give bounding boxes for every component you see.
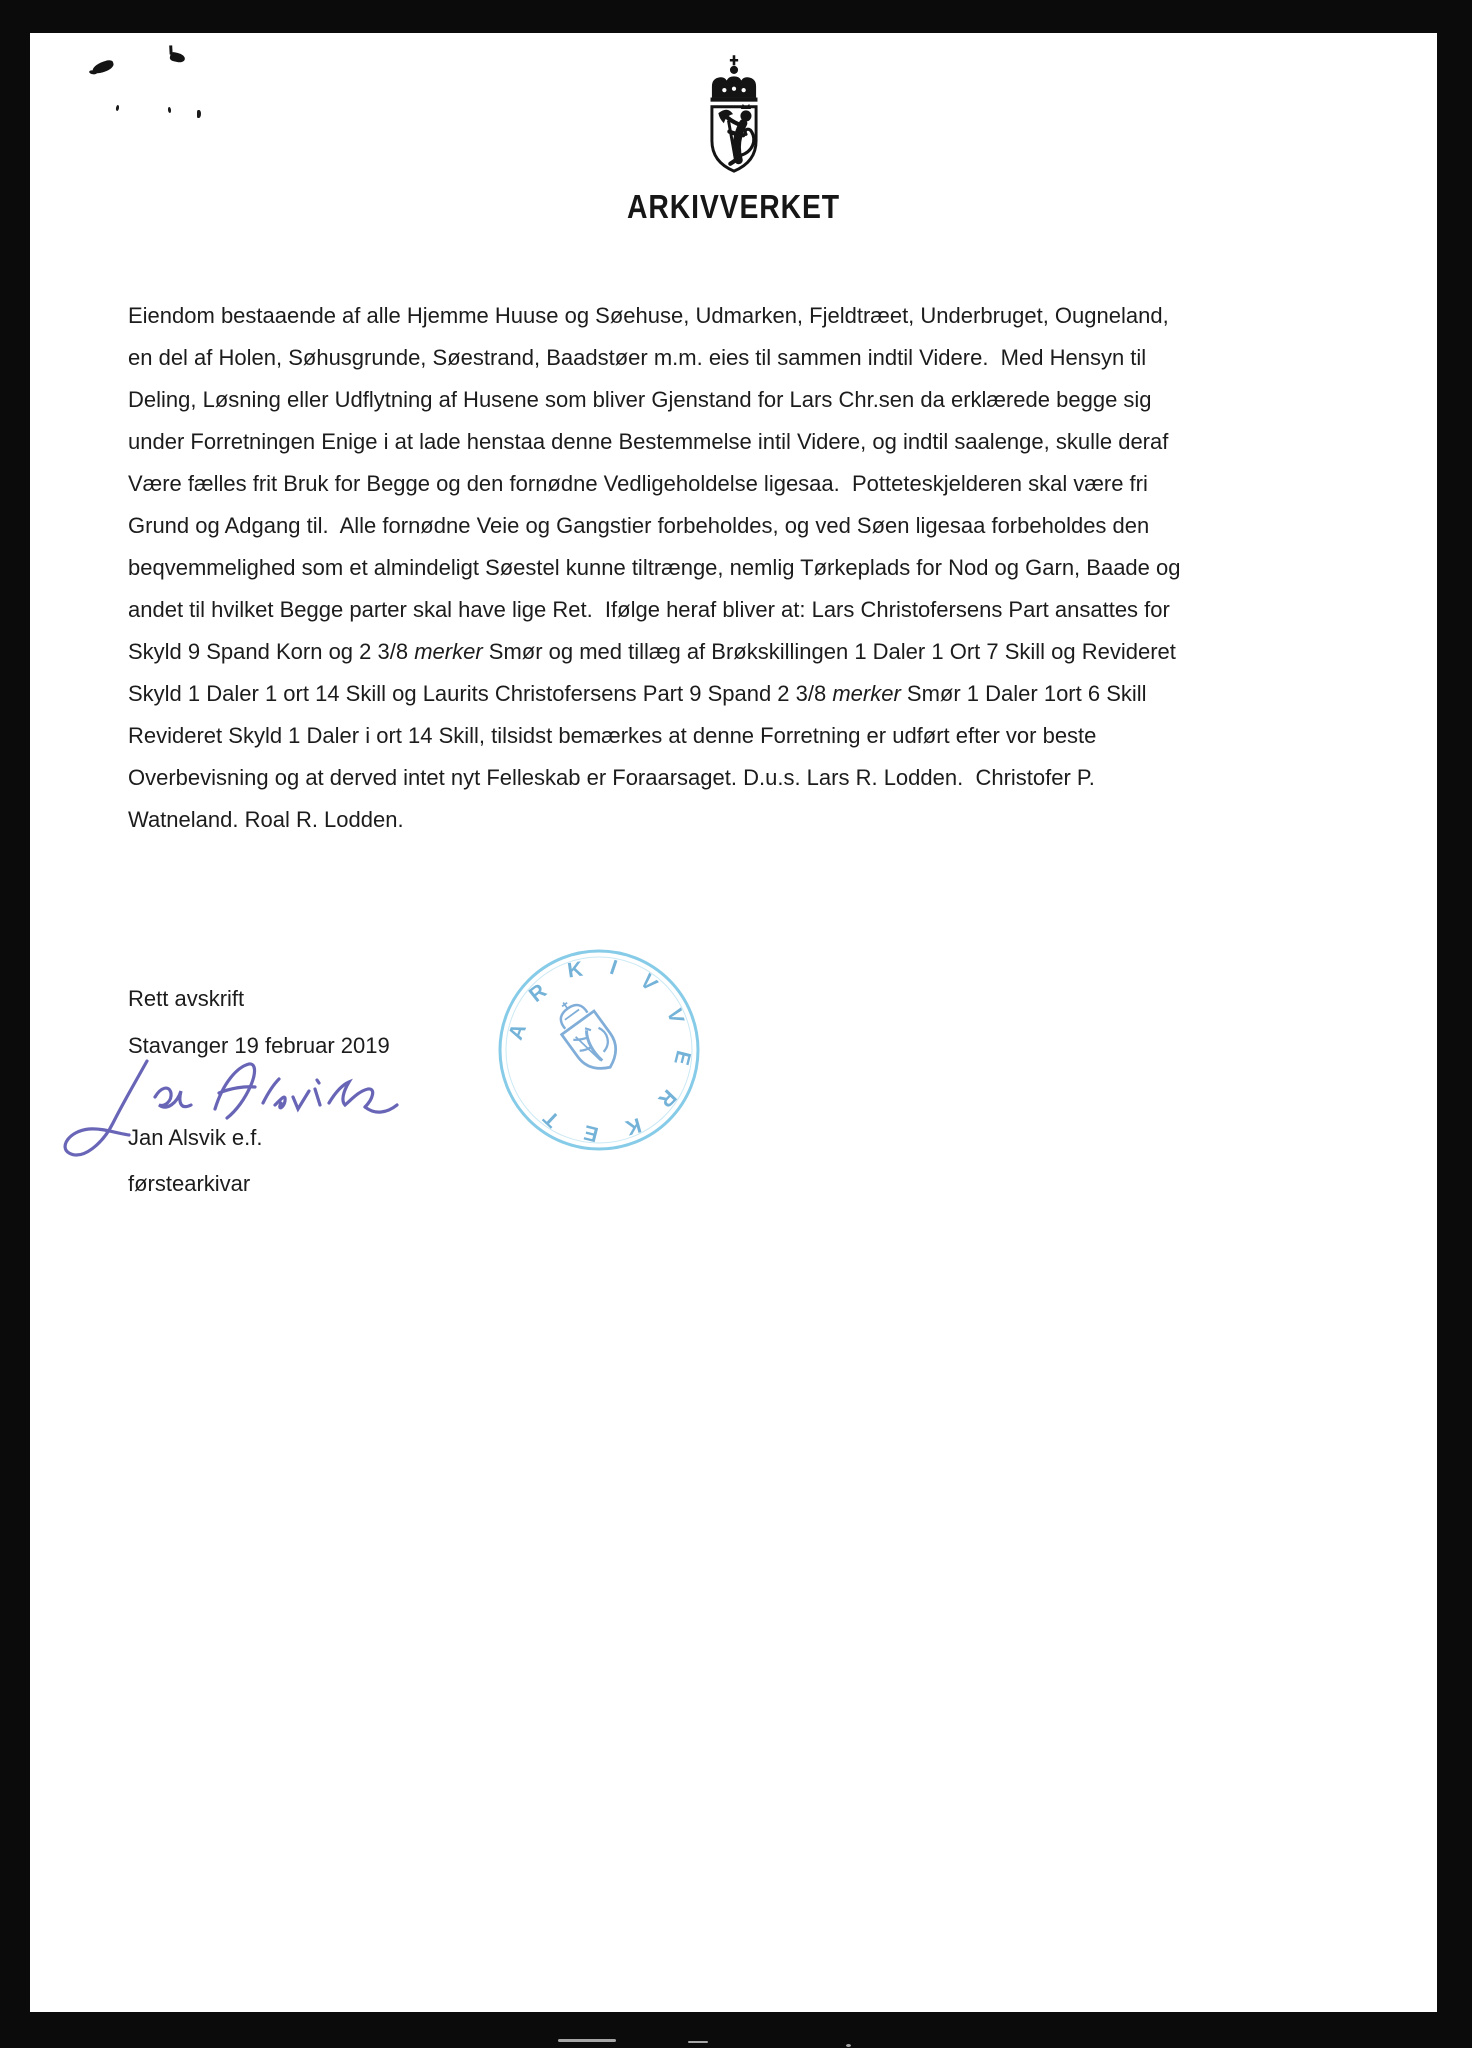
paragraph-line: beqvemmelighed som et almindeligt Søestel kunne tiltrænge, nemlig Tørkeplads for Nod og Garn, Baade og [128, 555, 1181, 580]
paragraph-line: Overbevisning og at derved intet nyt Felleskab er Foraarsaget. D.u.s. Lars R. Lodden. Christofer P. [128, 765, 1095, 790]
archive-stamp [482, 933, 717, 1168]
paragraph-line: en del af Holen, Søhusgrunde, Søestrand, Baadstøer m.m. eies til sammen indtil Videre. Med Hensyn til [128, 345, 1147, 370]
attestation-label: Rett avskrift [128, 986, 245, 1011]
paragraph-line: Skyld 9 Spand Korn og 2 3/8 merker Smør og med tillæg af Brøkskillingen 1 Daler 1 Ort 7 Skill og Revideret [128, 639, 1176, 664]
paragraph-line: Deling, Løsning eller Udflytning af Husene som bliver Gjenstand for Lars Chr.sen da erklærede begge sig [128, 387, 1152, 412]
paragraph-line: andet til hvilket Begge parter skal have lige Ret. Ifølge heraf bliver at: Lars Christofersens Part ansattes for [128, 597, 1170, 622]
paragraph-line: Revideret Skyld 1 Daler i ort 14 Skill, tilsidst bemærkes at denne Forretning er udført efter vor beste [128, 723, 1097, 748]
page-title: ARKIVVERKET [627, 188, 840, 225]
place-date: Stavanger 19 februar 2019 [128, 1033, 390, 1058]
paragraph-line: Eiendom bestaaende af alle Hjemme Huuse og Søehuse, Udmarken, Fjeldtræet, Underbruget, Ougneland, [128, 303, 1169, 328]
scan-speck [846, 2044, 851, 2047]
document-paragraph [128, 295, 1418, 841]
document-header [30, 53, 1437, 226]
signer-name: Jan Alsvik e.f. [128, 1125, 263, 1150]
norwegian-lion-emblem-icon [688, 53, 780, 177]
attestation-block [128, 975, 390, 1069]
paragraph-line: Watneland. Roal R. Lodden. [128, 807, 404, 832]
scan-speck [558, 2039, 616, 2042]
paragraph-line: under Forretningen Enige i at lade henstaa denne Bestemmelse intil Videre, og indtil saalenge, skulle deraf [128, 429, 1169, 454]
signer-block [128, 1115, 263, 1207]
document-page [30, 33, 1437, 2012]
paragraph-line: Være fælles frit Bruk for Begge og den fornødne Vedligeholdelse ligesaa. Potteteskjelderen skal være fri [128, 471, 1148, 496]
scan-speck [688, 2041, 708, 2043]
paragraph-line: Skyld 1 Daler 1 ort 14 Skill og Laurits Christofersens Part 9 Spand 2 3/8 merker Smør 1 Daler 1ort 6 Skill [128, 681, 1147, 706]
stamp-text: ARKIVVERKET [504, 954, 695, 1146]
signer-title: førstearkivar [128, 1171, 251, 1196]
coat-of-arms-logo [30, 53, 1437, 182]
stamp-coat-of-arms-icon [547, 991, 626, 1079]
paragraph-line: Grund og Adgang til. Alle fornødne Veie og Gangstier forbeholdes, og ved Søen ligesaa forbeholdes den [128, 513, 1150, 538]
